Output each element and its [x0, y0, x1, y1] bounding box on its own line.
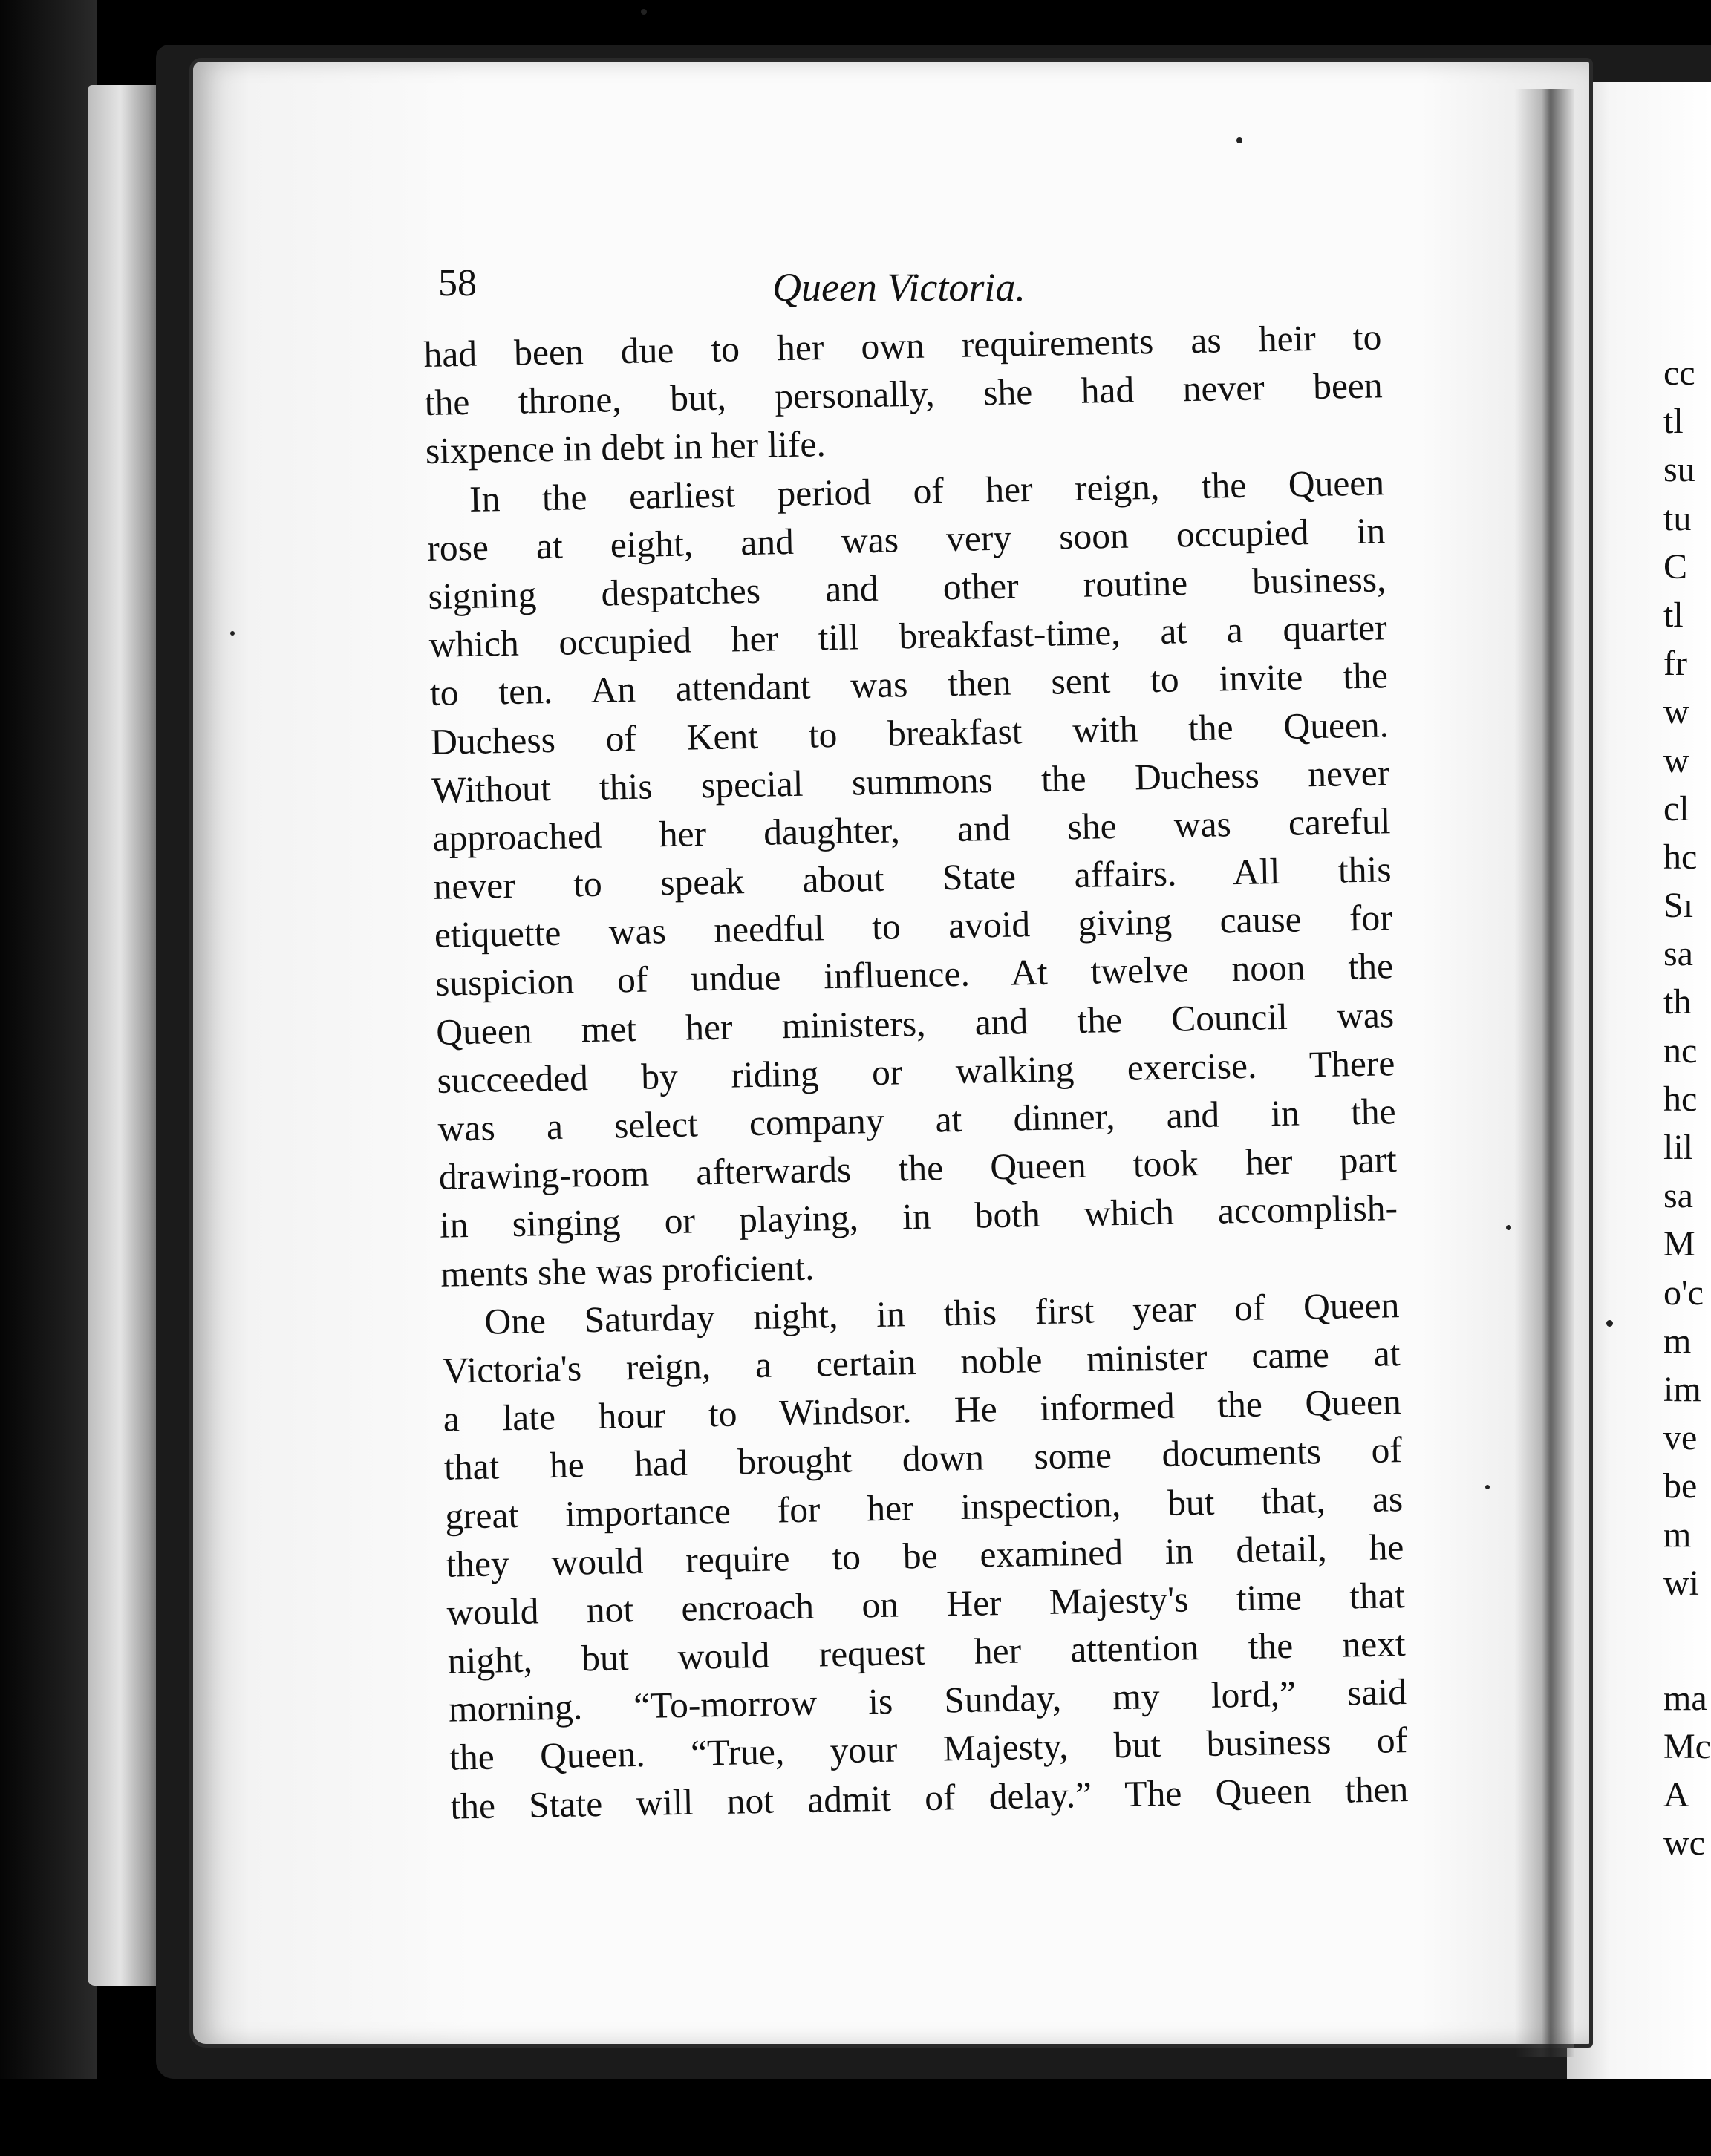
facing-fragment: cc [1663, 353, 1695, 393]
text-line: ments she was proficient. [440, 1247, 815, 1295]
text-line: night, but would request her attention the next [447, 1623, 1407, 1682]
facing-fragment: A [1663, 1775, 1689, 1815]
facing-fragment: be [1663, 1466, 1698, 1506]
facing-fragment: hc [1663, 1079, 1698, 1119]
text-line: would not encroach on Her Majesty's time that [446, 1574, 1405, 1633]
text-line: never to speak about State affairs. All this [433, 849, 1392, 907]
text-line: a late hour to Windsor. He informed the Queen [443, 1381, 1402, 1440]
facing-fragment: M [1663, 1224, 1695, 1264]
facing-fragment: m [1663, 1321, 1692, 1361]
text-line: approached her daughter, and she was careful [432, 800, 1391, 859]
text-line: suspicion of undue influence. At twelve noon the [434, 945, 1394, 1004]
scan-background [0, 0, 97, 2156]
text-line: In the earliest period of her reign, the Queen [469, 461, 1385, 520]
text-line: Duchess of Kent to breakfast with the Queen. [430, 703, 1389, 762]
text-line: the State will not admit of delay.” The Queen then [449, 1768, 1409, 1827]
text-line: they would require to be examined in detail, he [445, 1526, 1404, 1585]
page-number: 58 [438, 262, 477, 304]
text-line: the Queen. “True, your Majesty, but business of [449, 1719, 1408, 1779]
page-header [438, 261, 1374, 321]
facing-fragment: tl [1663, 402, 1684, 442]
facing-fragment: o'c [1663, 1273, 1704, 1313]
facing-fragment: sa [1663, 934, 1693, 974]
text-line: the throne, but, personally, she had never been [424, 365, 1384, 424]
text-line: signing despatches and other routine business, [428, 558, 1386, 617]
facing-fragment: fr [1663, 644, 1687, 684]
text-line: that he had brought down some documents of [443, 1429, 1403, 1489]
text-line: which occupied her till breakfast-time, at a quarter [428, 607, 1388, 666]
text-line: sixpence in debt in her life. [425, 423, 827, 472]
facing-fragment: hc [1663, 837, 1698, 877]
facing-fragment: lil [1663, 1128, 1694, 1167]
scan-bottom-edge [0, 2079, 1711, 2156]
facing-fragment: ma [1663, 1678, 1707, 1718]
text-line: One Saturday night, in this first year of Queen [483, 1284, 1400, 1342]
facing-fragment: Sı [1663, 886, 1694, 926]
text-line: etiquette was needful to avoid giving cause for [434, 897, 1393, 956]
text-line: Queen met her ministers, and the Council was [435, 993, 1395, 1053]
facing-fragment: w [1663, 740, 1689, 780]
facing-fragment: w [1663, 692, 1689, 732]
text-line: great importance for her inspection, but that, as [444, 1477, 1404, 1537]
facing-fragment: sa [1663, 1176, 1693, 1216]
page-gutter [1515, 89, 1574, 2057]
text-line: was a select company at dinner, and in the [437, 1091, 1396, 1149]
dust-speck [1236, 137, 1242, 143]
text-line: had been due to her own requirements as heir to [423, 316, 1382, 375]
facing-fragment: C [1663, 546, 1688, 587]
text-line: Without this special summons the Duchess never [431, 751, 1390, 811]
facing-fragment: Mc [1663, 1727, 1711, 1767]
text-line: rose at eight, and was very soon occupied in [426, 510, 1386, 569]
facing-fragment: tl [1663, 595, 1684, 635]
dust-speck [1506, 1225, 1511, 1230]
text-line: morning. “To-morrow is Sunday, my lord,” said [448, 1671, 1407, 1730]
facing-fragment: m [1663, 1515, 1692, 1555]
running-title: Queen Victoria. [772, 265, 1026, 310]
dust-speck [1606, 1320, 1613, 1327]
facing-page-text [1663, 349, 1711, 1868]
text-line: drawing-room afterwards the Queen took her part [438, 1139, 1398, 1198]
text-line: succeeded by riding or walking exercise. There [437, 1042, 1395, 1101]
facing-fragment: wi [1663, 1563, 1699, 1603]
facing-gap [1663, 1607, 1711, 1674]
facing-fragment: im [1663, 1369, 1701, 1409]
dust-speck [1485, 1485, 1490, 1489]
facing-fragment: tu [1663, 498, 1692, 538]
body-text [423, 313, 1409, 1830]
text-line: to ten. An attendant was then sent to invite the [429, 655, 1389, 714]
dust-speck [230, 631, 235, 636]
facing-fragment: nc [1663, 1030, 1698, 1071]
text-line: in singing or playing, in both which accomplish- [439, 1187, 1398, 1247]
text-line: Victoria's reign, a certain noble minister came at [442, 1333, 1401, 1391]
facing-fragment: su [1663, 450, 1695, 490]
dust-speck [641, 9, 647, 15]
facing-fragment: ve [1663, 1418, 1698, 1458]
facing-fragment: wc [1663, 1823, 1705, 1863]
facing-fragment: th [1663, 982, 1692, 1022]
facing-fragment: cl [1663, 788, 1689, 829]
